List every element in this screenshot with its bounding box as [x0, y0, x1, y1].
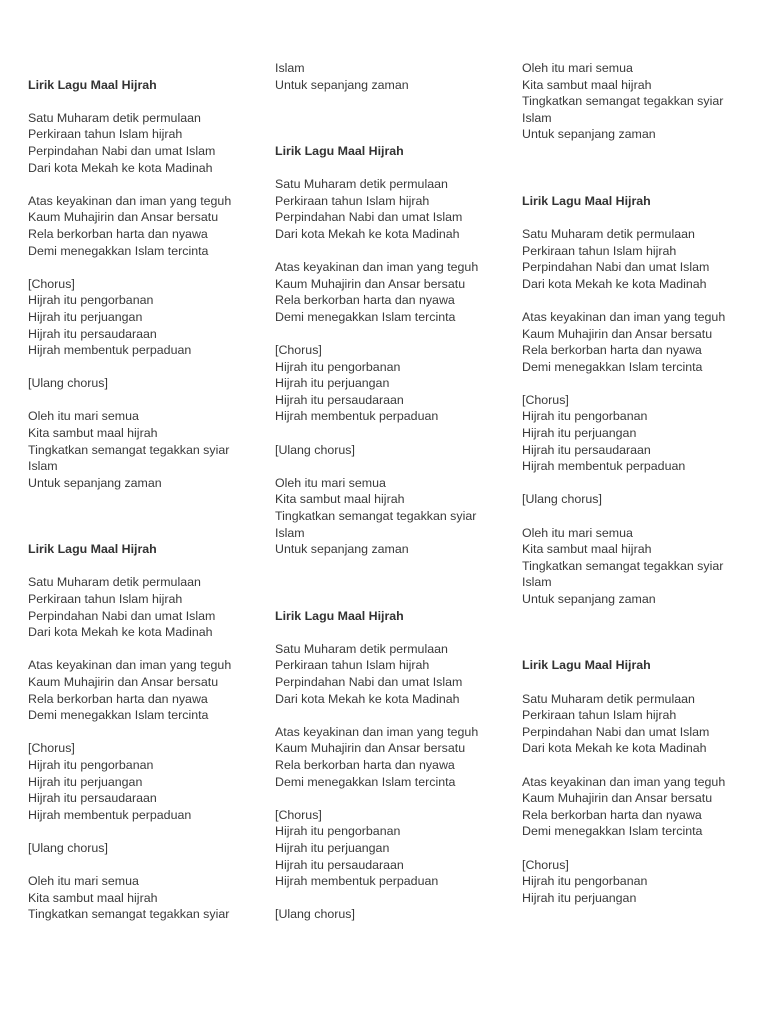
- lyric-line: Kaum Muhajirin dan Ansar bersatu: [522, 791, 713, 806]
- lyric-line: Islam: [522, 110, 552, 125]
- lyrics-heading: Lirik Lagu Maal Hijrah: [522, 193, 651, 208]
- blank-line: [28, 359, 266, 376]
- lyric-line: [Ulang chorus]: [522, 492, 602, 507]
- lyric-line: Satu Muharam detik permulaan: [28, 110, 201, 125]
- blank-line: [522, 143, 760, 160]
- lyrics-heading: Lirik Lagu Maal Hijrah: [28, 542, 157, 557]
- blank-line: [28, 558, 266, 575]
- lyric-line: Tingkatkan semangat tegakkan syiar: [275, 509, 477, 524]
- lyric-line: Islam: [522, 575, 552, 590]
- lyric-line: [Chorus]: [275, 343, 322, 358]
- lyric-line: Demi menegakkan Islam tercinta: [522, 359, 703, 374]
- lyric-line: Dari kota Mekah ke kota Madinah: [275, 691, 460, 706]
- lyric-line: Kaum Muhajirin dan Ansar bersatu: [28, 674, 219, 689]
- lyric-line: Atas keyakinan dan iman yang teguh: [275, 724, 479, 739]
- lyric-line: Hijrah membentuk perpaduan: [28, 807, 192, 822]
- lyric-line: [Ulang chorus]: [28, 840, 108, 855]
- blank-line: [275, 425, 513, 442]
- lyric-line: Oleh itu mari semua: [28, 874, 139, 889]
- lyric-line: [Chorus]: [28, 276, 75, 291]
- blank-line: [522, 292, 760, 309]
- lyric-line: [Ulang chorus]: [275, 442, 355, 457]
- lyric-line: Kaum Muhajirin dan Ansar bersatu: [28, 210, 219, 225]
- lyric-line: Satu Muharam detik permulaan: [275, 641, 448, 656]
- lyric-line: Hijrah membentuk perpaduan: [522, 459, 686, 474]
- lyrics-heading: Lirik Lagu Maal Hijrah: [28, 77, 157, 92]
- lyric-line: Hijrah itu persaudaraan: [522, 442, 651, 457]
- blank-line: [28, 259, 266, 276]
- lyric-line: Kita sambut maal hijrah: [522, 542, 652, 557]
- lyric-line: Rela berkorban harta dan nyawa: [28, 691, 208, 706]
- lyric-line: Satu Muharam detik permulaan: [522, 691, 695, 706]
- blank-line: [275, 790, 513, 807]
- lyric-line: Oleh itu mari semua: [522, 525, 633, 540]
- lyric-line: Islam: [28, 459, 58, 474]
- blank-line: [522, 840, 760, 857]
- lyric-line: Hijrah itu perjuangan: [28, 309, 143, 324]
- lyric-line: Untuk sepanjang zaman: [522, 592, 656, 606]
- lyric-line: Perpindahan Nabi dan umat Islam: [522, 724, 710, 739]
- lyric-line: [Chorus]: [28, 741, 75, 756]
- lyric-line: Hijrah itu perjuangan: [28, 774, 143, 789]
- lyric-line: Untuk sepanjang zaman: [28, 475, 162, 490]
- lyric-line: Hijrah membentuk perpaduan: [275, 874, 439, 889]
- lyric-line: Kita sambut maal hijrah: [522, 77, 652, 92]
- lyric-line: Perkiraan tahun Islam hijrah: [522, 708, 677, 723]
- blank-line: [522, 508, 760, 525]
- lyric-line: Atas keyakinan dan iman yang teguh: [522, 309, 726, 324]
- lyric-line: Perpindahan Nabi dan umat Islam: [28, 143, 216, 158]
- lyric-line: Atas keyakinan dan iman yang teguh: [275, 260, 479, 275]
- lyric-line: Tingkatkan semangat tegakkan syiar: [522, 558, 724, 573]
- lyric-line: Kita sambut maal hijrah: [275, 492, 405, 507]
- blank-line: [522, 176, 760, 193]
- blank-line: [28, 641, 266, 658]
- lyric-line: Perpindahan Nabi dan umat Islam: [275, 674, 463, 689]
- blank-line: [28, 823, 266, 840]
- lyric-line: Perkiraan tahun Islam hijrah: [522, 243, 677, 258]
- blank-line: [28, 525, 266, 542]
- lyric-line: Perpindahan Nabi dan umat Islam: [522, 260, 710, 275]
- lyric-line: Perpindahan Nabi dan umat Islam: [275, 210, 463, 225]
- blank-line: [275, 890, 513, 907]
- blank-line: [275, 458, 513, 475]
- blank-line: [28, 60, 266, 77]
- lyric-line: Atas keyakinan dan iman yang teguh: [522, 774, 726, 789]
- blank-line: [275, 591, 513, 608]
- lyric-line: Hijrah itu perjuangan: [522, 426, 637, 441]
- blank-line: [28, 857, 266, 874]
- blank-line: [275, 574, 513, 591]
- lyric-line: [Ulang chorus]: [275, 907, 355, 922]
- lyric-line: Kaum Muhajirin dan Ansar bersatu: [275, 741, 466, 756]
- lyric-line: Islam: [275, 61, 305, 75]
- blank-line: [522, 209, 760, 226]
- lyric-line: Hijrah itu pengorbanan: [28, 757, 154, 772]
- blank-line: [522, 608, 760, 625]
- lyric-line: Perkiraan tahun Islam hijrah: [28, 127, 183, 142]
- lyric-line: Hijrah itu persaudaraan: [275, 857, 404, 872]
- lyric-line: Hijrah itu pengorbanan: [275, 824, 401, 839]
- lyric-line: Kaum Muhajirin dan Ansar bersatu: [522, 326, 713, 341]
- lyric-line: Hijrah itu persaudaraan: [28, 791, 157, 806]
- lyrics-column-2: [275, 60, 513, 923]
- lyric-line: Hijrah itu persaudaraan: [28, 326, 157, 341]
- lyric-line: Hijrah membentuk perpaduan: [28, 343, 192, 358]
- lyric-line: Dari kota Mekah ke kota Madinah: [522, 741, 707, 756]
- blank-line: [275, 243, 513, 260]
- blank-line: [275, 624, 513, 641]
- lyric-line: [Chorus]: [275, 807, 322, 822]
- blank-line: [275, 558, 513, 575]
- lyric-line: Dari kota Mekah ke kota Madinah: [522, 276, 707, 291]
- blank-line: [275, 160, 513, 177]
- lyric-line: Untuk sepanjang zaman: [522, 127, 656, 142]
- lyric-line: Kita sambut maal hijrah: [28, 890, 158, 905]
- lyric-line: Demi menegakkan Islam tercinta: [275, 309, 456, 324]
- lyric-line: Dari kota Mekah ke kota Madinah: [275, 226, 460, 241]
- lyric-line: Satu Muharam detik permulaan: [28, 575, 201, 590]
- blank-line: [275, 126, 513, 143]
- lyrics-column-1: [28, 60, 266, 923]
- lyric-line: Demi menegakkan Islam tercinta: [275, 774, 456, 789]
- blank-line: [28, 724, 266, 741]
- blank-line: [28, 491, 266, 508]
- lyric-line: Rela berkorban harta dan nyawa: [522, 343, 702, 358]
- lyrics-heading: Lirik Lagu Maal Hijrah: [275, 608, 404, 623]
- lyric-line: Hijrah itu pengorbanan: [522, 409, 648, 424]
- blank-line: [522, 624, 760, 641]
- lyric-line: [Chorus]: [522, 392, 569, 407]
- lyric-line: Satu Muharam detik permulaan: [522, 226, 695, 241]
- blank-line: [275, 110, 513, 127]
- lyric-line: Tingkatkan semangat tegakkan syiar: [28, 442, 230, 457]
- lyric-line: Rela berkorban harta dan nyawa: [522, 807, 702, 822]
- lyric-line: Islam: [275, 525, 305, 540]
- lyric-line: Demi menegakkan Islam tercinta: [522, 824, 703, 839]
- lyric-line: Oleh itu mari semua: [28, 409, 139, 424]
- lyric-line: Dari kota Mekah ke kota Madinah: [28, 625, 213, 640]
- lyric-line: [Ulang chorus]: [28, 376, 108, 391]
- blank-line: [522, 641, 760, 658]
- lyric-line: Tingkatkan semangat tegakkan syiar: [522, 94, 724, 109]
- lyric-line: Perkiraan tahun Islam hijrah: [275, 193, 430, 208]
- lyric-line: Oleh itu mari semua: [275, 475, 386, 490]
- blank-line: [275, 326, 513, 343]
- lyrics-column-3: [522, 60, 760, 906]
- blank-line: [28, 176, 266, 193]
- lyric-line: Perpindahan Nabi dan umat Islam: [28, 608, 216, 623]
- lyric-line: Dari kota Mekah ke kota Madinah: [28, 160, 213, 175]
- lyric-line: Untuk sepanjang zaman: [275, 542, 409, 557]
- lyric-line: Hijrah itu pengorbanan: [28, 293, 154, 308]
- lyric-line: Atas keyakinan dan iman yang teguh: [28, 193, 232, 208]
- blank-line: [28, 392, 266, 409]
- lyric-line: [Chorus]: [522, 857, 569, 872]
- lyric-line: Hijrah itu persaudaraan: [275, 392, 404, 407]
- blank-line: [522, 757, 760, 774]
- lyrics-heading: Lirik Lagu Maal Hijrah: [522, 658, 651, 673]
- lyric-line: Perkiraan tahun Islam hijrah: [28, 592, 183, 606]
- lyric-line: Rela berkorban harta dan nyawa: [275, 293, 455, 308]
- lyric-line: Hijrah itu perjuangan: [522, 890, 637, 905]
- lyric-line: Hijrah itu pengorbanan: [522, 874, 648, 889]
- lyric-line: Satu Muharam detik permulaan: [275, 177, 448, 192]
- lyric-line: Hijrah itu perjuangan: [275, 376, 390, 391]
- blank-line: [522, 674, 760, 691]
- lyric-line: Demi menegakkan Islam tercinta: [28, 243, 209, 258]
- blank-line: [275, 93, 513, 110]
- lyric-line: Kaum Muhajirin dan Ansar bersatu: [275, 276, 466, 291]
- lyric-line: Demi menegakkan Islam tercinta: [28, 708, 209, 723]
- lyric-line: Hijrah itu perjuangan: [275, 840, 390, 855]
- lyric-line: Hijrah membentuk perpaduan: [275, 409, 439, 424]
- blank-line: [522, 375, 760, 392]
- blank-line: [522, 475, 760, 492]
- lyric-line: Atas keyakinan dan iman yang teguh: [28, 658, 232, 673]
- lyric-line: Rela berkorban harta dan nyawa: [275, 757, 455, 772]
- lyric-line: Oleh itu mari semua: [522, 61, 633, 75]
- blank-line: [522, 160, 760, 177]
- lyric-line: Perkiraan tahun Islam hijrah: [275, 658, 430, 673]
- lyric-line: Tingkatkan semangat tegakkan syiar: [28, 907, 230, 922]
- lyrics-heading: Lirik Lagu Maal Hijrah: [275, 143, 404, 158]
- blank-line: [28, 93, 266, 110]
- lyric-line: Rela berkorban harta dan nyawa: [28, 226, 208, 241]
- lyric-line: Untuk sepanjang zaman: [275, 77, 409, 92]
- lyric-line: Kita sambut maal hijrah: [28, 426, 158, 441]
- lyric-line: Hijrah itu pengorbanan: [275, 359, 401, 374]
- blank-line: [28, 508, 266, 525]
- blank-line: [275, 707, 513, 724]
